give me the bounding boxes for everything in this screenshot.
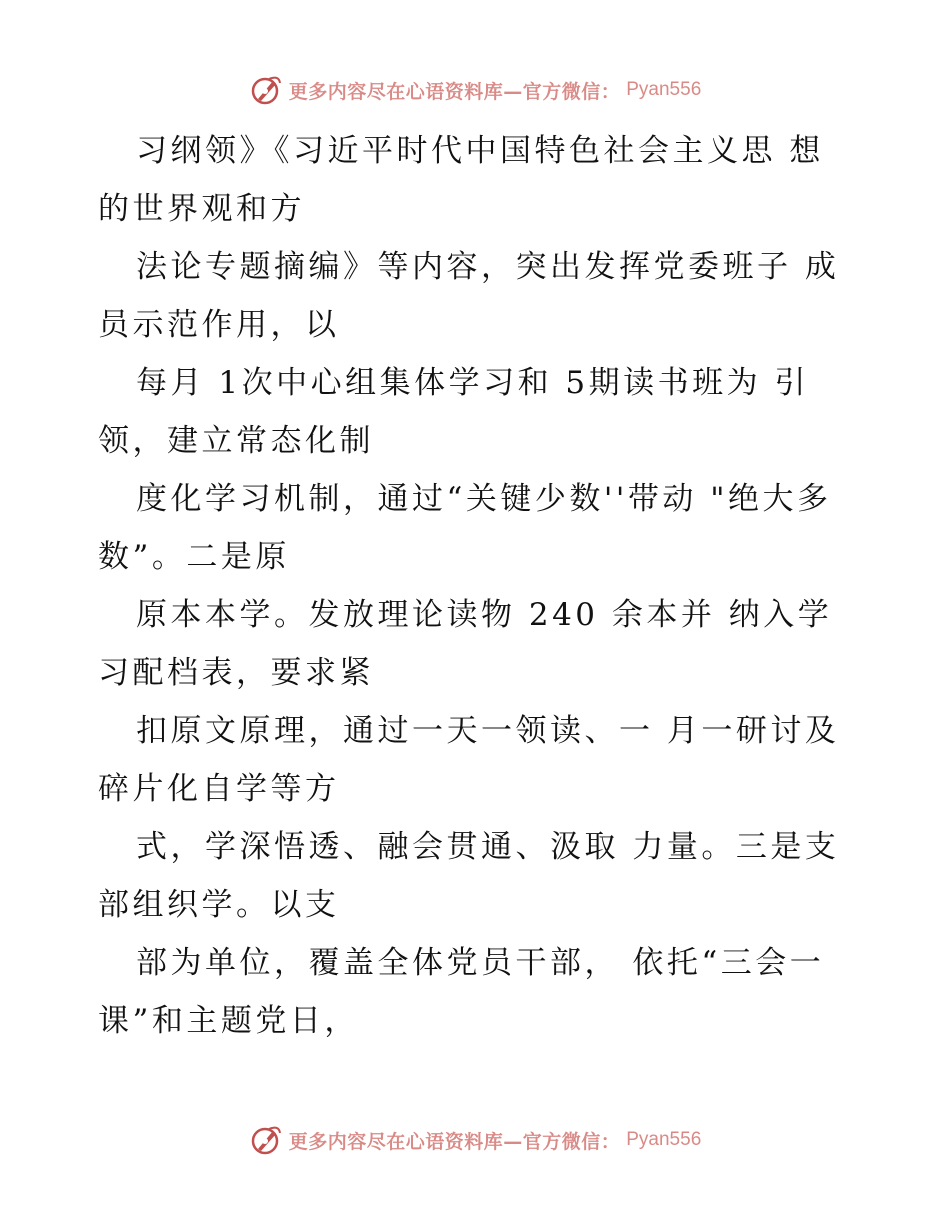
paragraph: 每月 1次中心组集体学习和 5期读书班为 引领，建立常态化制 xyxy=(98,365,810,459)
paragraph: 习纲领》《习近平时代中国特色社会主义思 想的世界观和方 xyxy=(98,133,824,227)
watermark-account: Pyan556 xyxy=(626,1129,702,1150)
quill-logo-icon xyxy=(249,1123,283,1157)
footer-watermark xyxy=(0,1120,950,1160)
paragraph: 式，学深悟透、融会贯通、汲取 力量。三是支部组织学。以支 xyxy=(98,829,840,923)
paragraph: 法论专题摘编》等内容，突出发挥党委班子 成员示范作用，以 xyxy=(98,249,840,343)
watermark-text: 更多内容尽在心语资料库—官方微信： xyxy=(288,1130,621,1153)
paragraph: 原本本学。发放理论读物 240 余本并 纳入学习配档表，要求紧 xyxy=(98,597,833,691)
paragraph: 部为单位，覆盖全体党员干部， 依托“三会一课”和主题党日， xyxy=(98,945,825,1039)
watermark-account: Pyan556 xyxy=(626,79,702,100)
paragraph: 扣原文原理，通过一天一领读、一 月一研讨及碎片化自学等方 xyxy=(98,713,840,807)
paragraph: 度化学习机制，通过“关键少数''带动 "绝大多数”。二是原 xyxy=(98,481,832,575)
watermark-text: 更多内容尽在心语资料库—官方微信： xyxy=(288,80,621,103)
header-watermark xyxy=(0,70,950,110)
body-text xyxy=(98,122,858,1050)
quill-logo-icon xyxy=(249,73,283,107)
